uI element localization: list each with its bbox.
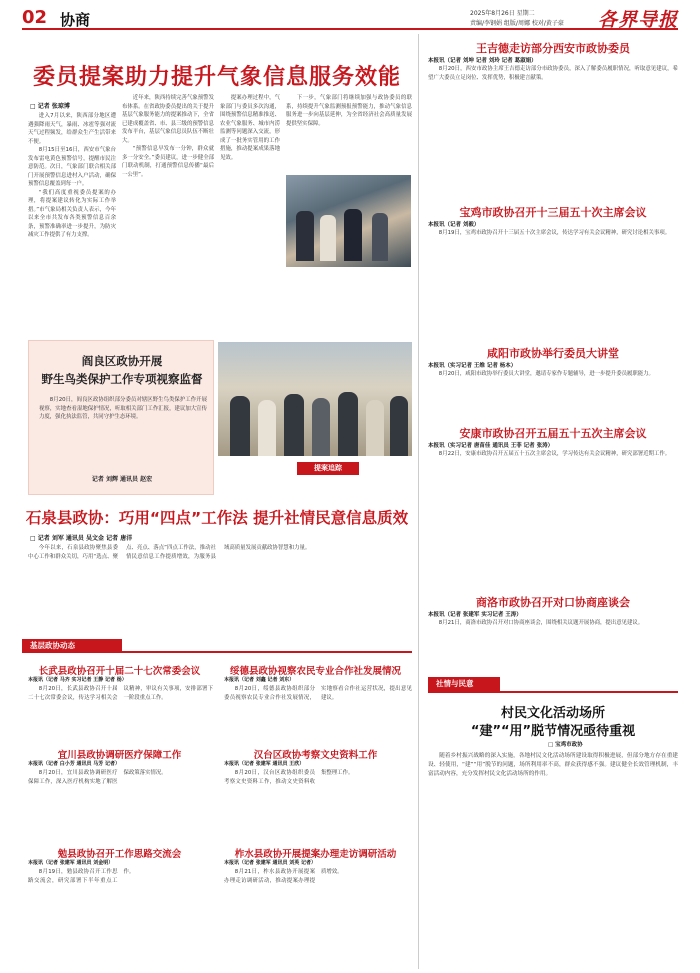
right-body: 8月19日，宝鸡市政协召开十三届五十次主席会议，传达学习有关会议精神，研究讨论相关事项。 — [438, 230, 671, 236]
feature-body: 随着乡村振兴战略的深入实施，各地村民文化活动场所建设取得积极进展，但部分地方存在重建设、轻使用，“建”“用”脱节的问题，场所利用率不高，群众获得感不强。建议健全长效管理机制，丰富活动内容，充分发挥村民文化活动场所的作用。 — [428, 753, 678, 777]
feature-section-label: 社情与民意 — [428, 677, 500, 691]
right-byline: 本报讯（记者 张建军 实习记者 王涛） — [428, 612, 522, 618]
brief-body: 8月20日，长武县政协召开十届二十七次常委会议，传达学习相关会议精神，审议有关事项，安排部署下一阶段重点工作。 — [28, 686, 213, 701]
paragraph: “预警信息早发布一分钟，群众就多一分安全。”委员建议，进一步健全部门联动机制，打通预警信息传播“最后一公里”。 — [122, 146, 214, 178]
brief-byline: 本报讯（记者 张建军 通讯员 刘英 记者） — [224, 860, 316, 866]
paragraph: 8月15日至16日，西安市气象台发布雷电黄色预警信号，提醒市民注意防范。次日，气象部门联合相关部门开展预警信息进村入户活动，确保预警信息覆盖到每一户。 — [28, 147, 116, 187]
section-divider — [122, 651, 412, 653]
brief-title: 勉县政协召开工作思路交流会 — [57, 849, 182, 860]
section-title: 协商 — [60, 11, 91, 29]
right-body: 8月20日，咸阳市政协举行委员大讲堂，邀请专家作专题辅导，进一步提升委员履职能力。 — [438, 371, 654, 377]
editorial-staff: 责编/李钢娟 组版/周娜 校对/黄子豪 — [470, 20, 564, 27]
main-article-col1 — [28, 112, 116, 334]
main-article-col3 — [220, 94, 280, 334]
brief-byline: 本报讯（记者 刘鑫 记者 刘东） — [224, 677, 295, 683]
issue-date: 2025年8月26日 星期二 — [470, 10, 535, 17]
brief-byline: 本报讯（记者 张建军 通讯员 王欣） — [224, 761, 305, 767]
brief-title: 宜川县政协调研医疗保障工作 — [57, 750, 182, 761]
photo-tag: 提案追踪 — [297, 462, 359, 475]
right-headline: 王吉德走访部分西安市政协委员 — [476, 42, 630, 55]
feature-headline: 村民文化活动场所 — [500, 706, 605, 721]
feature-divider — [428, 691, 678, 693]
brief-body: 8月21日，柞水县政协开展提案办理走访调研活动，推动提案办理提质增效。 — [224, 869, 343, 884]
main-headline: 委员提案助力提升气象信息服务效能 — [32, 65, 401, 90]
side-box-title: 阎良区政协开展 — [81, 354, 163, 368]
side-news-box — [28, 340, 214, 495]
brief-body: 8月19日，勉县政协召开工作思路交流会，研究部署下半年重点工作。 — [28, 869, 135, 884]
feature-byline: □ 宝鸡市政协 — [548, 742, 583, 748]
main-byline: □ 记者 张琼博 — [30, 103, 70, 110]
exhibition-photo — [218, 342, 412, 456]
paragraph: 近年来，陕西持续完善气象预警发布体系。在省政协委员提出的关于提升基层气象服务能力的提案推动下，全省已建成覆盖省、市、县三级的预警信息发布平台，基层气象信息员队伍不断壮大。 — [122, 95, 214, 144]
paragraph: 进入7月以来，陕西部分地区遭遇强降雨天气，暴雨、冰雹等强对流天气过程频发，给群众生产生活带来不便。 — [28, 113, 116, 145]
right-byline: 本报讯（记者 刘毅） — [428, 222, 480, 228]
right-body: 8月20日，西安市政协主席王吉德走访部分市政协委员，深入了解委员履职情况，听取意见建议，希望广大委员立足岗位、发挥优势，积极建言献策。 — [428, 66, 678, 81]
side-box-byline: 记者 刘辉 通讯员 赵宏 — [91, 476, 153, 483]
brief-title: 汉台区政协考察文史资料工作 — [253, 750, 378, 761]
brief-body: 8月20日，汉台区政协组织委员考察文史资料工作，推动文史资料收集整理工作。 — [224, 770, 354, 785]
brief-byline: 本报讯（记者 白小芳 通讯员 马芳 记者） — [28, 761, 120, 767]
right-byline: 本报讯（记者 刘坤 记者 刘玲 记者 葛淑娟） — [428, 58, 537, 64]
meeting-photo — [286, 175, 411, 267]
side-box-text: 8月20日，阎良区政协组织部分委员对辖区野生鸟类保护工作开展视察，实地查看湿地保护情况，听取相关部门工作汇报，建议加大宣传力度，强化执法监管，共同守护生态环境。 — [39, 397, 207, 420]
newspaper-logo: 各界导报 — [597, 9, 678, 31]
right-headline: 咸阳市政协举行委员大讲堂 — [487, 347, 619, 360]
grassroots-section-label: 基层政协动态 — [22, 639, 122, 653]
brief-body: 8月20日，宜川县政协调研医疗保障工作，深入医疗机构实地了解医保政策落实情况。 — [28, 770, 167, 785]
right-byline: 本报讯（实习记者 唐苗佳 通讯员 王菲 记者 张涛） — [428, 443, 554, 449]
second-headline: 石泉县政协：巧用“四点”工作法 提升社情民意信息质效 — [25, 509, 409, 527]
second-article-body: 今年以来，石泉县政协聚焦县委中心工作和群众关切，巧用“选点、聚点、亮点、落点”四点工作法，推动社情民意信息工作提质增效，为服务县域高质量发展贡献政协智慧和力量。 — [28, 545, 311, 560]
main-article-col2 — [122, 94, 214, 334]
right-headline: 商洛市政协召开对口协商座谈会 — [476, 596, 630, 609]
brief-title: 长武县政协召开十届二十七次常委会议 — [38, 666, 201, 677]
right-body: 8月21日，商洛市政协召开对口协商座谈会，围绕相关议题开展协商，提出意见建议。 — [438, 620, 644, 626]
page-header — [22, 6, 678, 30]
paragraph: 提案办理过程中，气象部门与委员多次沟通，围绕预警信息精准推送、农业气象服务、城市内涝监测等问题深入交流，形成了一批务实管用的工作措施，推动提案成果落地见效。 — [220, 95, 280, 161]
feature-subheadline: “建”“用”脱节情况亟待重视 — [470, 724, 636, 739]
brief-title: 柞水县政协开展提案办理走访调研活动 — [234, 849, 397, 860]
second-byline: □ 记者 刘军 通讯员 吴文金 记者 唐洋 — [30, 535, 133, 542]
side-box-subtitle: 野生鸟类保护工作专项视察监督 — [41, 372, 203, 386]
paragraph: 下一步，气象部门将继续加强与政协委员的联系，持续提升气象监测预报预警能力，推动气象信息服务进一步向基层延伸，为全省经济社会高质量发展提供坚实保障。 — [286, 95, 412, 127]
paragraph: “我们高度重视委员提案的办理，将提案建议转化为实际工作举措。”市气象局相关负责人表示，今年以来全市共发布各类预警信息百余条，预警准确率进一步提升，为防灾减灾工作提供了有力支撑。 — [28, 189, 116, 238]
page-number: 02 — [22, 7, 48, 28]
right-body: 8月22日，安康市政协召开五届五十五次主席会议，学习传达有关会议精神，研究部署近期工作。 — [438, 451, 671, 457]
right-byline: 本报讯（实习记者 王维 记者 杨本） — [428, 363, 517, 369]
brief-byline: 本报讯（记者 马齐 实习记者 王静 记者 杨） — [28, 677, 127, 683]
brief-byline: 本报讯（记者 张建军 通讯员 刘金明） — [28, 860, 114, 866]
right-headline: 宝鸡市政协召开十三届五十次主席会议 — [459, 206, 647, 219]
right-headline: 安康市政协召开五届五十五次主席会议 — [459, 427, 647, 440]
column-divider — [418, 34, 419, 969]
brief-title: 绥德县政协视察农民专业合作社发展情况 — [229, 666, 401, 677]
main-article-col4 — [286, 94, 412, 172]
brief-body: 8月20日，绥德县政协组织部分委员视察农民专业合作社发展情况，实地察看合作社运营状况，提出意见建议。 — [224, 686, 412, 701]
